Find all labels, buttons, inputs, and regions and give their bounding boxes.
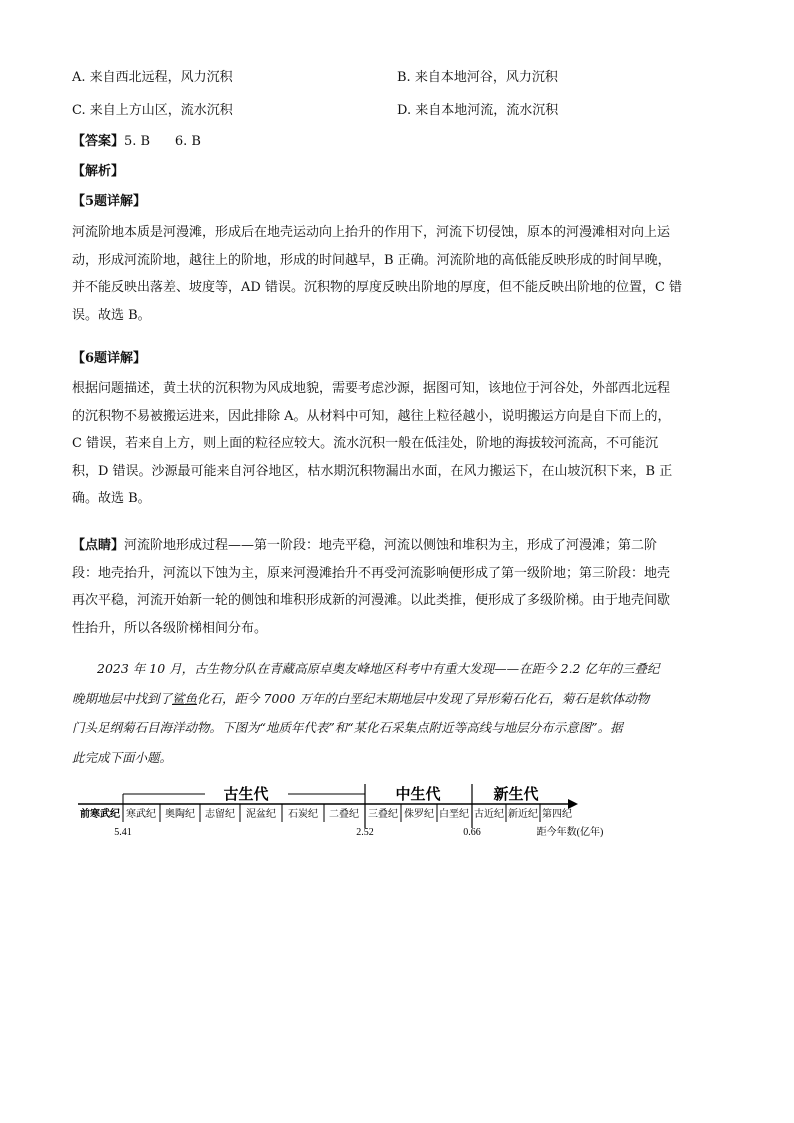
- axis-label: 距今年数(亿年): [536, 827, 604, 838]
- q6-line: 积，D 错误。沙源最可能来自河谷地区，枯水期沉积物漏出水面，在风力搬运下，在山坡沉积下来，B 正: [72, 463, 673, 479]
- period-ordovician: 奥陶纪: [165, 809, 195, 820]
- period-triassic: 三叠纪: [368, 809, 398, 820]
- period-silurian: 志留纪: [205, 809, 235, 820]
- comment-line: 性抬升，所以各级阶梯相间分布。: [72, 620, 268, 636]
- intro-text: 晚期地层中找到了: [72, 690, 173, 706]
- option-a: A. 来自西北远程，风力沉积: [72, 70, 233, 85]
- period-quaternary: 第四纪: [542, 809, 572, 820]
- tick-label: 2.52: [356, 827, 374, 838]
- intro-underlined: 鲨鱼: [172, 690, 198, 706]
- q6-line: 确。故选 B。: [72, 491, 151, 506]
- era-paleozoic: 古生代: [223, 787, 269, 803]
- q5-explanation: [72, 219, 724, 329]
- option-d: D. 来自本地河流，流水沉积: [397, 103, 559, 118]
- q5-line: 动，形成河流阶地，越往上的阶地，形成的时间越早，B 正确。河流阶地的高低能反映形成的时间早晚，: [72, 252, 671, 268]
- tick-label: 0.66: [463, 827, 481, 838]
- era-cenozoic: 新生代: [493, 787, 539, 803]
- intro-line: [72, 684, 724, 714]
- q5-line: 河流阶地本质是河漫滩，形成后在地壳运动向上抬升的作用下，河流下切侵蚀，原本的河漫滩相对向上运: [72, 225, 671, 240]
- q5-line: 误。故选 B。: [72, 307, 151, 323]
- period-cretaceous: 白垩纪: [439, 809, 469, 820]
- tick-label: 5.41: [114, 827, 132, 838]
- period-paleogene: 古近纪: [474, 809, 504, 820]
- period-precambrian: 前寒武纪: [80, 809, 120, 820]
- period-carboniferous: 石炭纪: [288, 809, 318, 820]
- answer-value: 5. B 6. B: [124, 134, 201, 149]
- analysis-label: 【解析】: [72, 164, 125, 179]
- intro-line: 2023 年 10 月，古生物分队在青藏高原卓奥友峰地区科考中有重大发现——在距今 2.2 亿年的三叠纪: [97, 661, 660, 676]
- comment-label: 【点睛】: [72, 538, 125, 553]
- q6-label: 【6题详解】: [72, 351, 147, 366]
- period-permian: 二叠纪: [329, 809, 359, 820]
- comment-block: [72, 532, 724, 642]
- option-c: C. 来自上方山区，流水沉积: [72, 103, 233, 118]
- axis-arrow-icon: [568, 799, 578, 809]
- comment-line: 再次平稳，河流开始新一轮的侧蚀和堆积形成新的河漫滩。以此类推，便形成了多级阶梯。由于地壳间歇: [72, 593, 671, 608]
- q6-explanation: [72, 375, 724, 513]
- comment-line: 段：地壳抬升，河流以下蚀为主，原来河漫滩抬升不再受河流影响便形成了第一级阶地；第三阶段：地壳: [72, 565, 671, 581]
- q6-line: C 错误，若来自上方，则上面的粒径应较大。流水沉积一般在低洼处，阶地的海拔较河流高，不可能沉: [72, 436, 659, 451]
- q6-line: 的沉积物不易被搬运进来，因此排除 A。从材料中可知，越往上粒径越小，说明搬运方向是自下而上的，: [72, 408, 671, 424]
- q5-line: 并不能反映出落差、坡度等，AD 错误。沉积物的厚度反映出阶地的厚度，但不能反映出阶地的位置，C 错: [72, 280, 683, 295]
- period-cambrian: 寒武纪: [126, 809, 156, 820]
- geologic-timeline: [0, 780, 794, 844]
- intro-line: 门头足纲菊石目海洋动物。下图为“地质年代表”和“某化石采集点附近等高线与地层分布示意图”。据: [72, 720, 623, 735]
- option-b: B. 来自本地河谷，风力沉积: [397, 70, 558, 85]
- comment-line: 河流阶地形成过程——第一阶段：地壳平稳，河流以侧蚀和堆积为主，形成了河漫滩；第二阶: [124, 538, 658, 553]
- answer-line: [72, 130, 201, 149]
- period-jurassic: 侏罗纪: [404, 809, 434, 820]
- answer-label: 【答案】: [72, 134, 125, 149]
- q6-line: 根据问题描述，黄土状的沉积物为风成地貌，需要考虑沙源，据图可知，该地位于河谷处，外部西北远程: [72, 381, 671, 396]
- material-intro: [72, 654, 724, 772]
- era-mesozoic: 中生代: [395, 787, 441, 803]
- q5-label: 【5题详解】: [72, 194, 147, 209]
- intro-line: 此完成下面小题。: [72, 749, 173, 765]
- period-neogene: 新近纪: [508, 809, 538, 820]
- intro-text: 化石，距今 7000 万年的白垩纪末期地层中发现了异形菊石化石，菊石是软体动物: [197, 690, 650, 706]
- period-devonian: 泥盆纪: [246, 809, 276, 820]
